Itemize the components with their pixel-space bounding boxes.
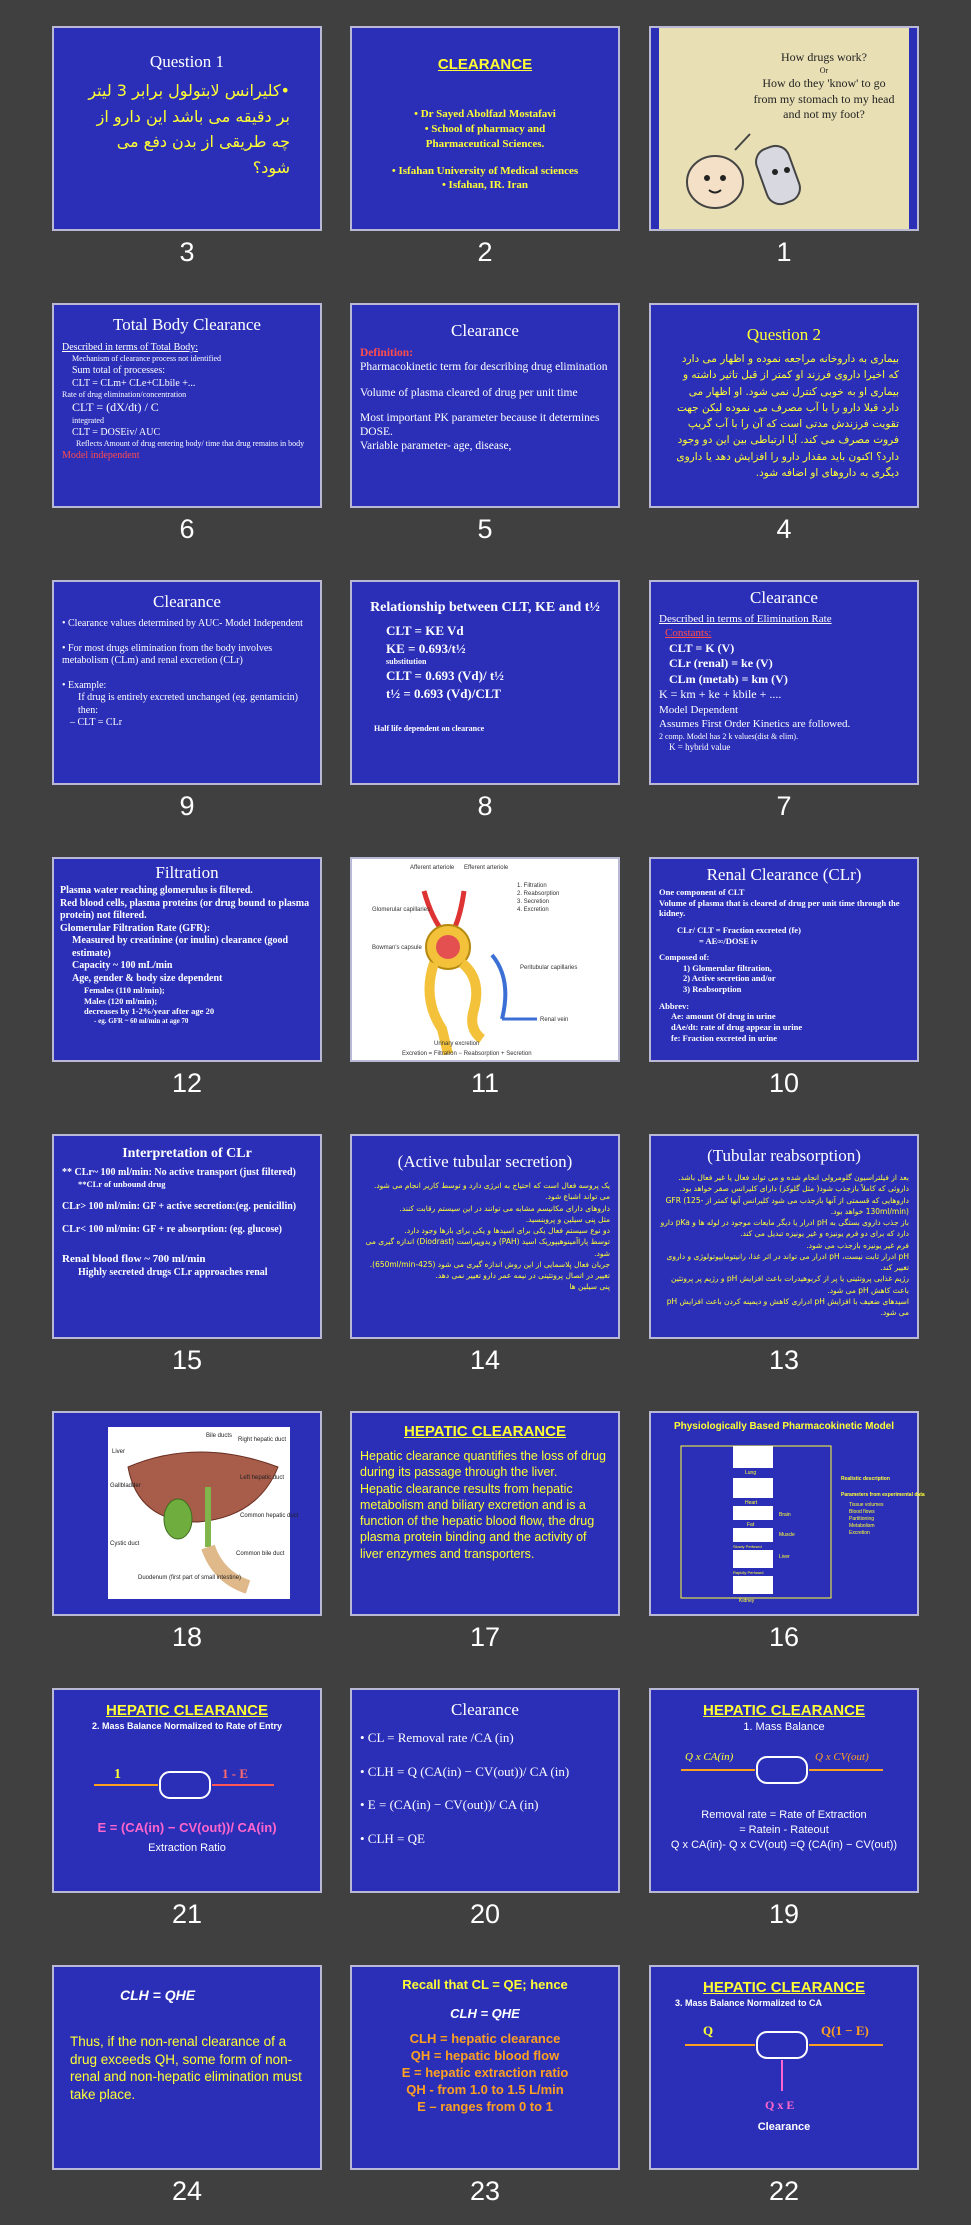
slide-thumb-13[interactable] xyxy=(649,1134,937,1374)
organ-flow-diagram xyxy=(671,1738,901,1788)
slide-thumb-8[interactable] xyxy=(350,580,638,820)
nephron-diagram xyxy=(352,859,618,1060)
body-line: Model independent xyxy=(62,449,140,461)
body-line: داروئی که کاملاً بازجذب شود( مثل گلوکز) دارای کلیرانس صفر خواهد بود. xyxy=(679,1184,909,1194)
slide-12[interactable] xyxy=(52,857,322,1062)
slide-15[interactable] xyxy=(52,1134,322,1339)
formula-line: CLT = (dX/dt) / C xyxy=(72,400,159,414)
formula-line: = AE∞/DOSE iv xyxy=(699,935,758,946)
slide-24[interactable] xyxy=(52,1965,322,2170)
slide-number[interactable]: 2 xyxy=(477,237,493,267)
formula-line: • CL = Removal rate /CA (in) xyxy=(360,1730,514,1745)
slide-7[interactable] xyxy=(649,580,919,785)
label-reabsorption: 2. Reabsorption xyxy=(517,891,560,897)
label-tissue: Tissue volumes xyxy=(849,1502,884,1508)
formula-line: CLT = DOSEiv/ AUC xyxy=(72,426,161,438)
formula-line: • E = (CA(in) − CV(out))/ CA (in) xyxy=(360,1797,539,1813)
formula-line: CLT = KE Vd xyxy=(386,623,464,638)
label-kidney: Kidney xyxy=(739,1598,755,1604)
body-line: Most important PK parameter because it determines DOSE. xyxy=(360,412,600,439)
slide-thumb-23[interactable] xyxy=(350,1965,638,2205)
slide-title: HEPATIC CLEARANCE xyxy=(703,1702,865,1719)
body-line: fe: Fraction excreted in urine xyxy=(671,1032,778,1043)
label-brain: Brain xyxy=(779,1512,791,1518)
slide-number[interactable]: 6 xyxy=(179,514,195,544)
label-left-hepatic: Left hepatic duct xyxy=(240,1475,285,1481)
slide-19[interactable] xyxy=(649,1688,919,1893)
label-right-hepatic: Right hepatic duct xyxy=(238,1437,287,1443)
label-extracted: Q x E xyxy=(765,2098,795,2112)
label-secretion: 3. Secretion xyxy=(517,899,550,905)
slide-23[interactable] xyxy=(350,1965,620,2170)
label-exit: Q x CV(out) xyxy=(815,1751,869,1763)
slide-thumb-5[interactable] xyxy=(350,303,638,543)
university-line: • Isfahan University of Medical sciences xyxy=(391,164,579,177)
slide-thumb-21[interactable] xyxy=(52,1688,340,1928)
formula-line: CLr/ CLT = Fraction excreted (fe) xyxy=(677,924,801,935)
body-line: E – ranges from 0 to 1 xyxy=(417,2098,553,2114)
body-line: Measured by creatinine (or inulin) clearance (good estimate) xyxy=(72,935,289,959)
slide-thumb-12[interactable] xyxy=(52,857,340,1097)
formula-line: K = km + ke + kbile + .... xyxy=(659,687,782,702)
slide-thumb-20[interactable] xyxy=(350,1688,638,1928)
body-line: بعد از فیلتراسیون گلومرولی انجام شده و می تواند فعال یا غیر فعال باشد. xyxy=(678,1173,909,1182)
slide-number[interactable]: 1 xyxy=(776,237,792,267)
slide-thumb-22[interactable] xyxy=(649,1965,937,2205)
body-line: One component of CLT xyxy=(659,887,745,897)
slide-number[interactable]: 15 xyxy=(171,1345,203,1375)
label-exit: 1 - E xyxy=(222,1766,248,1781)
slide-thumb-3[interactable] xyxy=(52,26,340,266)
formula-line: CLT = CLm+ CLe+CLbile +... xyxy=(72,378,196,389)
slide-13[interactable] xyxy=(649,1134,919,1339)
formula-line: CLT = 0.693 (Vd)/ t½ xyxy=(386,668,504,684)
slide-thumb-9[interactable] xyxy=(52,580,340,820)
slide-number[interactable]: 10 xyxy=(768,1068,800,1098)
body-line: K = hybrid value xyxy=(669,741,731,752)
body-line: Highly secreted drugs CLr approaches renal xyxy=(78,1267,268,1279)
slide-title: (Tubular reabsorption) xyxy=(707,1146,861,1165)
body-line: - eg. GFR ~ 60 ml/min at age 70 xyxy=(94,1016,189,1025)
body-line: Definition: xyxy=(360,347,414,359)
label-afferent: Afferent arteriole xyxy=(410,865,455,871)
slide-number[interactable]: 5 xyxy=(477,514,493,544)
formula-line: • CLH = QE xyxy=(360,1830,425,1846)
body-line: Age, gender & body size dependent xyxy=(72,972,223,984)
body-line: pH ادرار ثابت نیست، pH ادرار می تواند در اثر غذا، رانیتومایپوتولوژی و داروی تغییر کند. xyxy=(666,1251,909,1272)
school-line: • School of pharmacy and xyxy=(424,122,546,135)
formula-line: = Ratein - Rateout xyxy=(739,1823,829,1836)
body-line: Rate of drug elimination/concentration xyxy=(62,390,187,399)
caption: Extraction Ratio xyxy=(148,1842,226,1854)
slide-title: Clearance xyxy=(451,321,519,340)
slide-thumb-7[interactable] xyxy=(649,580,937,820)
body-line: می تواند اشباع شود. xyxy=(545,1192,610,1202)
body-line: تغییر در اتصال پروتئینی در نیمه عمر دارو تغییر نمی دهد. xyxy=(435,1271,610,1280)
body-line: integrated xyxy=(72,415,104,425)
organ-flow-diagram xyxy=(74,1750,304,1810)
body-line: Volume of plasma cleared of drug per unit time xyxy=(360,386,578,399)
slide-5[interactable] xyxy=(350,303,620,508)
body-line: QH = hepatic blood flow xyxy=(410,2047,560,2063)
body-line: داروهایی که قسمتی از آنها بازجذب می شود کلیرانس آنها کمتر از GFR (125-130ml/min) خواهد بود. xyxy=(665,1195,909,1216)
label-metab: Metabolism xyxy=(849,1523,875,1529)
slide-21[interactable] xyxy=(52,1688,322,1893)
slide-thumb-10[interactable] xyxy=(649,857,937,1097)
body-line: رژیم غذایی پروتئینی یا پر از کربوهیدرات باعث افزایش pH و رژیم پر پروتئین باعث کاهش pH می شود. xyxy=(671,1274,909,1295)
slide-title: Recall that CL = QE; hence xyxy=(402,1977,568,1992)
body-line: Ae: amount Of drug in urine xyxy=(671,1011,776,1022)
slide-number[interactable]: 7 xyxy=(776,791,792,821)
slide-11[interactable] xyxy=(350,857,620,1062)
formula-line: CLH = QHE xyxy=(450,2006,520,2021)
slide-subtitle: 3. Mass Balance Normalized to CA xyxy=(675,1998,823,2008)
body-line: substitution xyxy=(386,657,427,667)
body-line: – CLT = CLr xyxy=(70,717,123,728)
body-line: یک پروسه فعال است که احتیاج به انرژی دارد و توسط کاریر انجام می شود. xyxy=(373,1181,610,1190)
slide-thumb-11[interactable] xyxy=(350,857,638,1097)
body-line: Females (110 ml/min); xyxy=(84,985,165,995)
body-line: 2 comp. Model has 2 k values(dist & elim). xyxy=(659,731,799,741)
label-blood: Blood flows xyxy=(849,1509,875,1515)
slide-body: بیماری به داروخانه مراجعه نموده و اظهار می دارد که اخیرا داروی فرزند او کمتر از قبل تاثیر داشته و بیماری او به خوبی کنترل نمی شود. او اظهار می دارد قبلا دارو را با آب مصرف می نموده لیکن جهت تقویت فرزندش مدتی است که آن را با آب گریپ فروت مصرف می کند. آیا ارتباطی بین این دو وجود دارد؟ اکنون باید مقدار دارو را افزایش دهد یا داروی دیگری به داروهای او اضافه شود. xyxy=(676,353,899,479)
label-realistic: Realistic description xyxy=(841,1476,890,1482)
slide-18[interactable] xyxy=(52,1411,322,1616)
label-cystic: Cystic duct xyxy=(110,1541,140,1547)
slide-3[interactable] xyxy=(52,26,322,231)
slide-6[interactable] xyxy=(52,303,322,508)
label-slow: Slowly Perfused xyxy=(733,1544,762,1549)
slide-thumb-18[interactable] xyxy=(52,1411,340,1651)
label-equation: Excretion = Filtration − Reabsorption + Secretion xyxy=(402,1051,532,1057)
slide-subtitle: 1. Mass Balance xyxy=(743,1721,825,1733)
slide-9[interactable] xyxy=(52,580,322,785)
formula-line: Removal rate = Rate of Extraction xyxy=(701,1809,867,1821)
body-line: • For most drugs elimination from the body involves metabolism (CLm) and renal excretion (CLr) xyxy=(62,642,273,666)
body-line: Described in terms of Elimination Rate xyxy=(659,613,832,625)
slide-title: Clearance xyxy=(451,1700,519,1719)
body-line: Composed of: xyxy=(659,952,710,963)
formula-line: KE = 0.693/t½ xyxy=(386,640,466,656)
footer-note: Half life dependent on clearance xyxy=(374,724,485,734)
slide-8[interactable] xyxy=(350,580,620,785)
body-line: Assumes First Order Kinetics are followed. xyxy=(659,718,851,731)
formula-line: • CLH = Q (CA(in) − CV(out))/ CA (in) xyxy=(360,1763,570,1779)
slide-title: Physiologically Based Pharmacokinetic Model xyxy=(673,1421,895,1432)
body-line: 3) Reabsorption xyxy=(683,984,742,994)
slide-number[interactable]: 18 xyxy=(171,1622,203,1652)
formula-line: Q x CA(in)- Q x CV(out) =Q (CA(in) − CV(out)) xyxy=(670,1838,898,1851)
body-line: Model Dependent xyxy=(659,703,739,716)
label-urinary: Urinary excretion xyxy=(434,1041,480,1047)
slide-20[interactable] xyxy=(350,1688,620,1893)
body-line: باز جذب داروی بستگی به pH ادرار یا دیگر مایعات موجود در لوله ها و pKa دارو دارد که برای دو فرم یونیزه و غیر یونیزه تبدیل می کند. xyxy=(660,1218,909,1239)
body-line: • Clearance values determined by AUC- Model Independent xyxy=(62,618,303,629)
body-line: • Example: xyxy=(62,679,107,691)
body-line: Volume of plasma that is cleared of drug per unit time through the kidney. xyxy=(659,897,900,919)
label-entry: Q x CA(in) xyxy=(685,1751,734,1763)
slide-thumb-6[interactable] xyxy=(52,303,340,543)
body-line: Described in terms of Total Body: xyxy=(62,342,199,353)
body-line: Capacity ~ 100 mL/min xyxy=(72,960,173,971)
slide-22[interactable] xyxy=(649,1965,919,2170)
body-line: Renal blood flow ~ 700 ml/min xyxy=(62,1253,206,1266)
label-liver: Liver xyxy=(779,1554,790,1560)
slide-number[interactable]: 20 xyxy=(469,1899,501,1929)
label-common-bile: Common bile duct xyxy=(236,1551,285,1557)
label-common-hepatic: Common hepatic duct xyxy=(240,1513,299,1519)
slide-thumb-15[interactable] xyxy=(52,1134,340,1374)
title-line: How drugs work? xyxy=(781,50,867,64)
author-line: • Dr Sayed Abolfazl Mostafavi xyxy=(414,108,556,120)
slide-number[interactable]: 14 xyxy=(469,1345,501,1375)
label-lung: Lung xyxy=(745,1470,757,1476)
body-line: Red blood cells, plasma proteins (or drug bound to plasma protein) not filtered. xyxy=(60,897,310,921)
slide-number[interactable]: 23 xyxy=(469,2176,501,2206)
label-glomerular: Glomerular capillaries xyxy=(372,907,431,913)
label-bile-ducts: Bile ducts xyxy=(206,1433,233,1439)
label-heart: Heart xyxy=(745,1500,758,1506)
slide-16[interactable] xyxy=(649,1411,925,1616)
formula-line: CLT = K (V) xyxy=(669,640,735,655)
caption: Clearance xyxy=(757,2121,811,2133)
slide-subtitle: 2. Mass Balance Normalized to Rate of Entry xyxy=(91,1721,283,1731)
location-line: • Isfahan, IR. Iran xyxy=(441,179,529,192)
body-line: Sum total of processes: xyxy=(72,365,166,376)
slide-number[interactable]: 13 xyxy=(768,1345,800,1375)
slide-title: CLEARANCE xyxy=(437,56,533,73)
slide-number[interactable]: 21 xyxy=(171,1899,203,1929)
slide-14[interactable] xyxy=(350,1134,620,1339)
slide-number[interactable]: 22 xyxy=(768,2176,800,2206)
label-partition: Partitioning xyxy=(849,1516,875,1522)
slide-thumb-19[interactable] xyxy=(649,1688,937,1928)
label-filtration: 1. Filtration xyxy=(517,883,547,889)
slide-1[interactable] xyxy=(649,26,919,231)
slide-thumb-2[interactable] xyxy=(350,26,638,266)
body-line: decreases by 1-2%/year after age 20 xyxy=(84,1006,215,1017)
slide-thumb-24[interactable] xyxy=(52,1965,340,2205)
slide-title: (Active tubular secretion) xyxy=(397,1152,573,1171)
label-liver: Liver xyxy=(112,1449,126,1455)
slide-body: Thus, if the non-renal clearance of a drug exceeds QH, some form of non-renal and non-hepatic elimination must take place. xyxy=(70,2034,302,2102)
formula-line: E = (CA(in) − CV(out))/ CA(in) xyxy=(97,1820,277,1835)
label-fat: Fat xyxy=(747,1522,755,1528)
slide-number[interactable]: 8 xyxy=(477,791,493,821)
question-line-3: and not my foot? xyxy=(783,107,865,122)
slide-number[interactable]: 11 xyxy=(470,1068,500,1098)
label-peritubular: Peritubular capillaries xyxy=(520,965,578,971)
body-line: CLH = hepatic clearance xyxy=(409,2031,561,2046)
body-line: پنی سیلین ها xyxy=(569,1282,610,1292)
label-params: Parameters from experimental data xyxy=(841,1492,925,1498)
body-line: Constants: xyxy=(665,627,712,640)
slide-thumb-17[interactable] xyxy=(350,1411,638,1651)
body-line: dAe/dt: rate of drug appear in urine xyxy=(671,1021,803,1032)
formula-line: CLr (renal) = ke (V) xyxy=(669,656,773,671)
liver-anatomy-diagram xyxy=(108,1427,299,1599)
label-bowman: Bowman's capsule xyxy=(372,945,422,951)
body-line: Reflects Amount of drug entering body/ time that drug remains in body xyxy=(76,438,305,448)
slide-thumb-16[interactable] xyxy=(649,1411,937,1651)
label-rapid: Rapidly Perfused xyxy=(733,1570,764,1575)
label-efferent: Efferent arteriole xyxy=(464,865,509,871)
slide-thumb-4[interactable] xyxy=(649,303,937,543)
body-line: Mechanism of clearance process not identified xyxy=(72,354,222,363)
slide-10[interactable] xyxy=(649,857,919,1062)
body-line: CLr< 100 ml/min: GF + re absorption: (eg. glucose) xyxy=(62,1224,282,1236)
label-excretion: 4. Excretion xyxy=(517,907,549,913)
slide-title: Relationship between CLT, KE and t½ xyxy=(370,600,600,615)
body-line: Males (120 ml/min); xyxy=(84,995,158,1006)
slide-2[interactable] xyxy=(350,26,620,231)
formula-line: CLm (metab) = km (V) xyxy=(669,671,788,686)
slide-title: Question 2 xyxy=(746,325,822,344)
label-renal-vein: Renal vein xyxy=(540,1017,569,1023)
slide-number[interactable]: 24 xyxy=(171,2176,203,2206)
body-line: فرم غیر یونیزه بازجذب می شود. xyxy=(806,1240,909,1250)
body-line: جریان فعال پلاسمایی از این روش اندازه گیری می شود (425-650ml/min). xyxy=(369,1259,610,1269)
slide-number[interactable]: 4 xyxy=(776,514,792,544)
body-line: Variable parameter- age, disease, xyxy=(360,439,512,452)
school-line-2: Pharmaceutical Sciences. xyxy=(425,137,545,150)
body-line: 2) Active secretion and/or xyxy=(683,973,776,984)
body-line: If drug is entirely excreted unchanged (eg. gentamicin) then: xyxy=(78,692,298,716)
label-duodenum: Duodenum (first part of small intestine) xyxy=(138,1575,242,1581)
body-line: ** CLr~ 100 ml/min: No active transport (just filtered) xyxy=(62,1167,296,1178)
pbpk-diagram xyxy=(659,1436,925,1606)
slide-number[interactable]: 16 xyxy=(768,1622,800,1652)
question-line: How do they 'know' to go xyxy=(762,75,886,90)
slide-title: HEPATIC CLEARANCE xyxy=(106,1702,268,1719)
slide-number[interactable]: 12 xyxy=(171,1068,203,1098)
slide-title: Clearance xyxy=(750,588,818,607)
body-line: **CLr of unbound drug xyxy=(78,1179,166,1189)
body-line: دو نوع سیستم فعال یکی برای اسیدها و یکی برای بازها وجود دارد. xyxy=(404,1226,610,1235)
body-line: Glomerular Filtration Rate (GFR): xyxy=(60,922,211,934)
body-line: E = hepatic extraction ratio xyxy=(401,2064,569,2080)
body-line: Hepatic clearance quantifies the loss of drug during its passage through the liver. xyxy=(360,1449,606,1480)
label-gallbladder: Gallbladder xyxy=(110,1483,141,1489)
slide-17[interactable] xyxy=(350,1411,620,1616)
slide-title: Filtration xyxy=(155,863,219,882)
slide-title: Question 1 xyxy=(149,52,225,71)
question-line-2: from my stomach to my head xyxy=(753,91,895,106)
body-line: CLr> 100 ml/min: GF + active secretion:(eg. penicillin) xyxy=(62,1201,297,1213)
slide-4[interactable] xyxy=(649,303,919,508)
slide-thumb-14[interactable] xyxy=(350,1134,638,1374)
slide-title: Total Body Clearance xyxy=(113,315,261,334)
label-entry: Q xyxy=(703,2023,714,2038)
or-line: Or xyxy=(819,65,829,75)
pill-cartoon-icon xyxy=(665,120,825,220)
body-line: Hepatic clearance results from hepatic metabolism and biliary excretion and is a function of the hepatic blood flow, the drug plasma protein binding and the activity of liver enzymes and transporters. xyxy=(360,1481,595,1561)
slide-title: Interpretation of CLr xyxy=(122,1146,252,1161)
body-line: اسیدهای ضعیف با افزایش pH ادراری کاهش و دیمینه کردن باعث افزایش pH می شود. xyxy=(666,1296,909,1317)
formula-line: t½ = 0.693 (Vd)/CLT xyxy=(386,685,501,701)
body-line: داروهای دارای مکانیسم مشابه می توانند در این سیستم رقابت کنند. xyxy=(399,1203,610,1213)
body-line: 1) Glomerular filtration, xyxy=(683,962,772,973)
body-line: مثل پنی سیلین و پروبنسید. xyxy=(525,1214,610,1224)
body-line: Plasma water reaching glomerulus is filtered. xyxy=(60,885,253,896)
slide-title: Renal Clearance (CLr) xyxy=(706,865,862,884)
slide-title: HEPATIC CLEARANCE xyxy=(703,1979,865,1996)
label-entry: 1 xyxy=(114,1767,121,1782)
slide-title: Clearance xyxy=(153,592,221,611)
body-line: QH - from 1.0 to 1.5 L/min xyxy=(406,2081,564,2097)
body-line: Pharmacokinetic term for describing drug elimination xyxy=(360,360,608,373)
label-muscle: Muscle xyxy=(779,1532,795,1538)
slide-title: HEPATIC CLEARANCE xyxy=(404,1423,566,1440)
slide-number[interactable]: 19 xyxy=(768,1899,800,1929)
slide-thumb-1[interactable] xyxy=(649,26,937,266)
body-line: توسط پاراآمینوهیپوریک اسید (PAH) و یدوپیراست (Diodrast) اندازه گیری می شود. xyxy=(365,1237,610,1258)
organ-flow-diagram xyxy=(671,2013,901,2113)
slide-title: CLH = QHE xyxy=(120,1987,196,2003)
slide-body: •کلیرانس لابتولول برابر 3 لیتر بر دقیقه می باشد این دارو از چه طریقی از بدن دفع می شود؟ xyxy=(88,81,290,177)
body-line: Abbrev: xyxy=(659,1000,690,1011)
label-excretion: Excretion xyxy=(849,1530,870,1536)
slide-number[interactable]: 9 xyxy=(179,791,195,821)
label-exit: Q(1 − E) xyxy=(821,2023,869,2038)
slide-number[interactable]: 3 xyxy=(179,237,195,267)
slide-number[interactable]: 17 xyxy=(469,1622,501,1652)
